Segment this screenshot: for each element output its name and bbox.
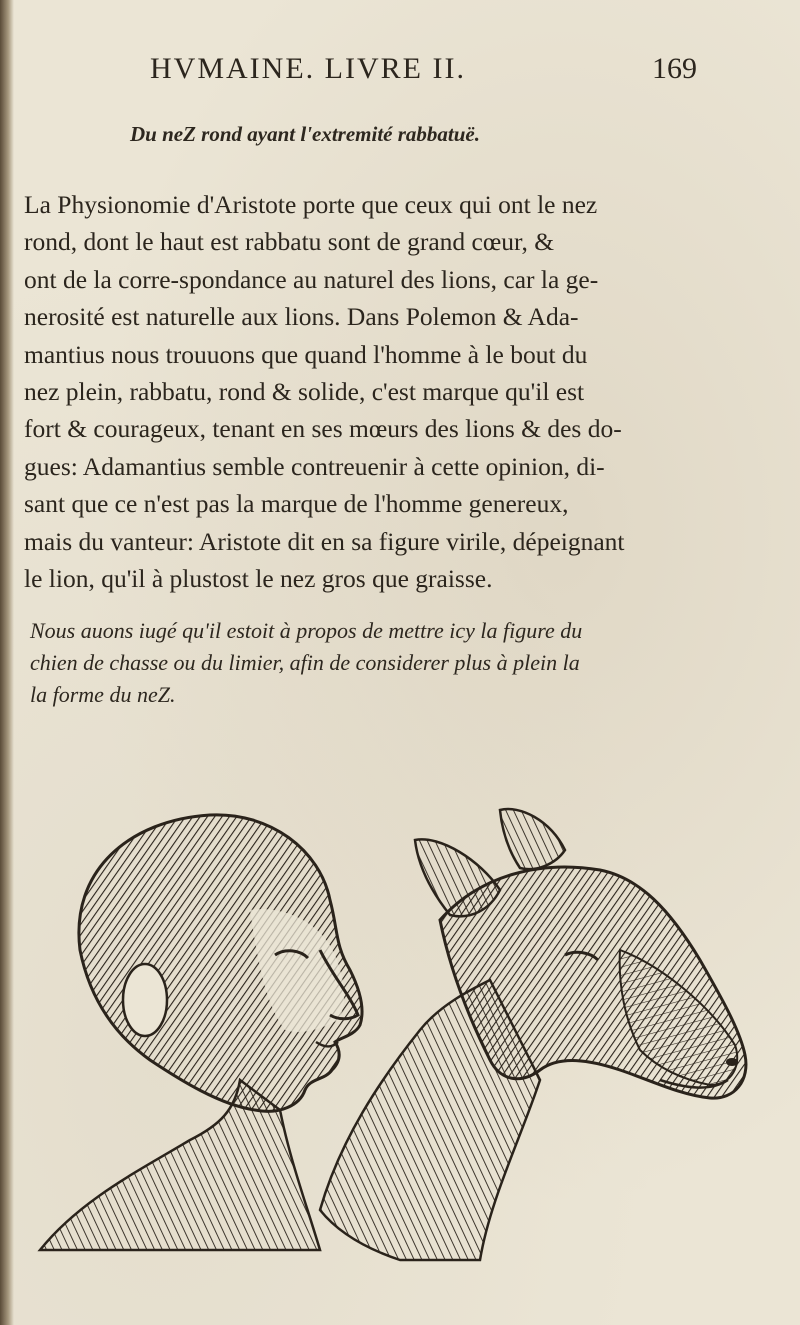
hound-head-figure xyxy=(320,809,746,1260)
man-profile-figure xyxy=(40,815,362,1250)
caption-line: Nous auons iugé qu'il estoit à propos de mettre icy la figure du xyxy=(30,618,583,643)
body-line: gues: Adamantius semble contreuenir à cette opinion, di- xyxy=(24,451,605,481)
hound-left-ear xyxy=(415,839,500,916)
man-ear xyxy=(123,964,167,1036)
body-paragraph xyxy=(24,186,708,597)
body-line: mais du vanteur: Aristote dit en sa figure virile, dépeignant xyxy=(24,526,625,556)
body-line: fort & courageux, tenant en ses mœurs des lions & des do- xyxy=(24,414,622,444)
page-number: 169 xyxy=(652,52,697,85)
body-line: rond, dont le haut est rabbatu sont de grand cœur, & xyxy=(24,227,555,257)
caption-line: chien de chasse ou du limier, afin de considerer plus à plein la xyxy=(30,650,580,675)
body-line: La Physionomie d'Aristote porte que ceux qui ont le nez xyxy=(24,190,598,219)
woodcut-illustration xyxy=(20,780,780,1280)
hound-nostril xyxy=(726,1058,738,1066)
woodcut-svg xyxy=(20,780,780,1280)
running-head: HVMAINE. LIVRE II. xyxy=(150,52,466,85)
body-line: mantius nous trouuons que quand l'homme à le bout du xyxy=(24,339,588,369)
body-line: nerosité est naturelle aux lions. Dans Polemon & Ada- xyxy=(24,302,579,332)
body-line: sant que ce n'est pas la marque de l'homme genereux, xyxy=(24,489,569,519)
caption-line: la forme du neZ. xyxy=(30,682,176,707)
body-line: le lion, qu'il à plustost le nez gros que graisse. xyxy=(24,564,493,594)
body-line: ont de la corre-spondance au naturel des lions, car la ge- xyxy=(24,264,599,294)
hound-right-ear xyxy=(500,809,565,869)
figure-caption xyxy=(30,615,720,711)
page-gutter-shadow xyxy=(0,0,14,1325)
body-line: nez plein, rabbatu, rond & solide, c'est marque qu'il est xyxy=(24,377,585,407)
section-subheading: Du neZ rond ayant l'extremité rabbatuë. xyxy=(130,122,481,146)
